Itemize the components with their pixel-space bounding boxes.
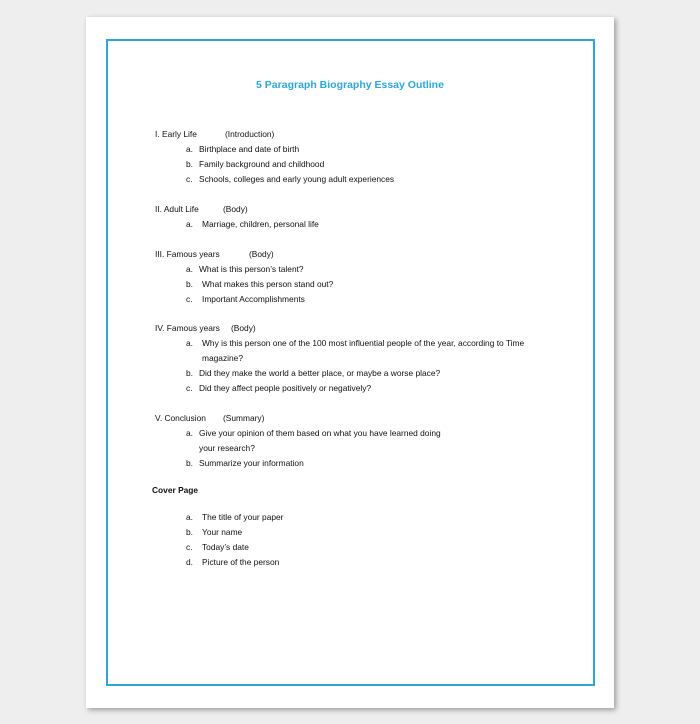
- item-marker: d.: [186, 557, 193, 567]
- list-item: Why is this person one of the 100 most influential people of the year, according to Time: [202, 338, 525, 348]
- list-item: Important Accomplishments: [202, 294, 305, 304]
- list-item-continuation: magazine?: [202, 353, 243, 363]
- item-marker: b.: [186, 458, 193, 468]
- item-marker: c.: [186, 542, 193, 552]
- item-marker: c.: [186, 174, 193, 184]
- document-page: [86, 17, 614, 708]
- section-note: (Body): [249, 249, 274, 259]
- list-item: What is this person’s talent?: [199, 264, 304, 274]
- list-item: Birthplace and date of birth: [199, 144, 300, 154]
- list-item: Give your opinion of them based on what you have learned doing: [199, 428, 441, 438]
- item-marker: a.: [186, 144, 193, 154]
- item-marker: b.: [186, 279, 193, 289]
- item-marker: a.: [186, 338, 193, 348]
- section-note: (Summary): [223, 413, 265, 423]
- item-marker: c.: [186, 383, 193, 393]
- section-note: (Body): [231, 323, 256, 333]
- list-item-continuation: your research?: [199, 443, 255, 453]
- list-item: Summarize your information: [199, 458, 304, 468]
- list-item: Family background and childhood: [199, 159, 325, 169]
- section-heading: I. Early Life: [155, 129, 197, 139]
- item-marker: a.: [186, 428, 193, 438]
- section-heading: V. Conclusion: [155, 413, 206, 423]
- list-item: Marriage, children, personal life: [202, 219, 319, 229]
- section-note: (Body): [223, 204, 248, 214]
- document-title: 5 Paragraph Biography Essay Outline: [256, 79, 444, 91]
- item-marker: c.: [186, 294, 193, 304]
- list-item: Did they make the world a better place, or maybe a worse place?: [199, 368, 441, 378]
- section-note: (Introduction): [225, 129, 275, 139]
- item-marker: b.: [186, 527, 193, 537]
- item-marker: a.: [186, 264, 193, 274]
- item-marker: b.: [186, 159, 193, 169]
- item-marker: a.: [186, 512, 193, 522]
- list-item: Your name: [202, 527, 243, 537]
- list-item: Today’s date: [202, 542, 249, 552]
- section-heading: IV. Famous years: [155, 323, 220, 333]
- list-item: Schools, colleges and early young adult experiences: [199, 174, 395, 184]
- list-item: What makes this person stand out?: [202, 279, 334, 289]
- list-item: Did they affect people positively or negatively?: [199, 383, 372, 393]
- item-marker: b.: [186, 368, 193, 378]
- list-item: Picture of the person: [202, 557, 280, 567]
- list-item: The title of your paper: [202, 512, 284, 522]
- cover-page-heading: Cover Page: [152, 485, 199, 495]
- item-marker: a.: [186, 219, 193, 229]
- section-heading: II. Adult Life: [155, 204, 199, 214]
- section-heading: III. Famous years: [155, 249, 220, 259]
